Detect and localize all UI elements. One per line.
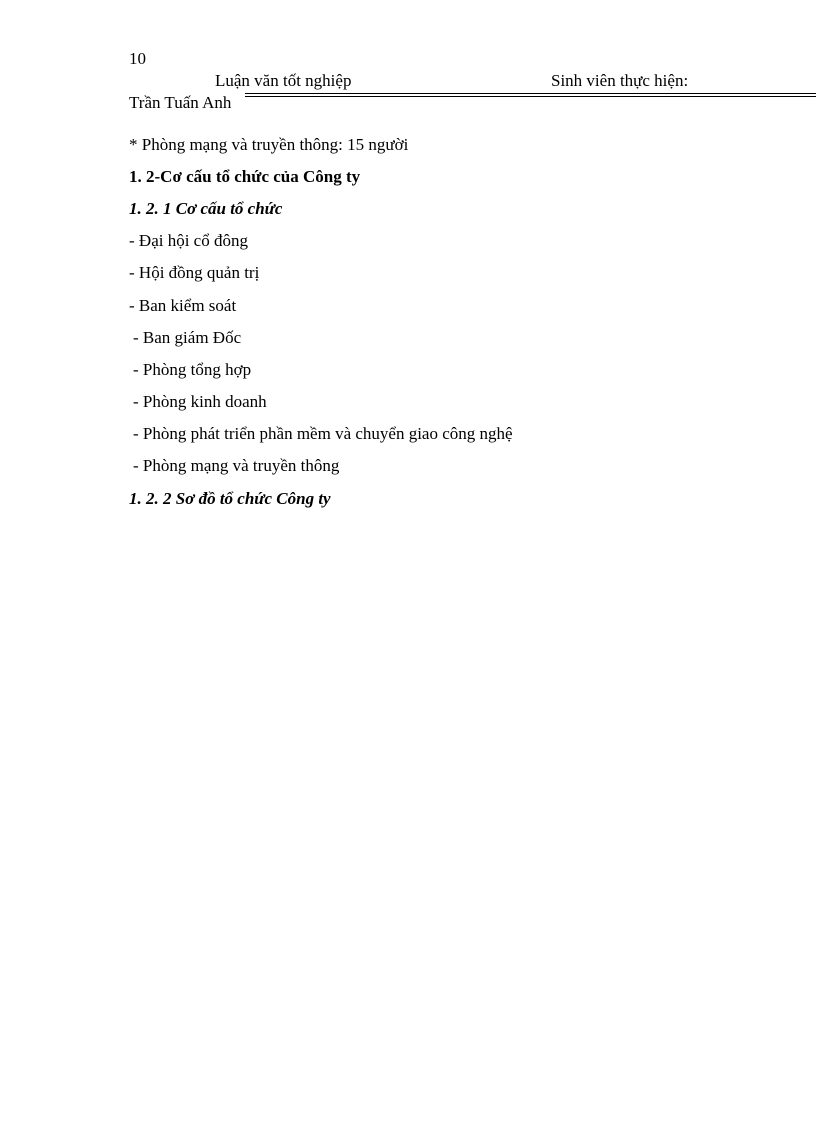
subsection-heading-chart: 1. 2. 2 Sơ đồ tổ chức Công ty (129, 489, 331, 508)
page-number: 10 (129, 49, 146, 68)
subsection-heading-structure: 1. 2. 1 Cơ cấu tổ chức (129, 199, 283, 218)
section-heading: 1. 2-Cơ cấu tổ chức của Công ty (129, 167, 361, 186)
list-item: - Phòng kinh doanh (133, 392, 267, 411)
author-name: Trần Tuấn Anh (129, 93, 232, 112)
student-label: Sinh viên thực hiện: (551, 71, 689, 90)
document-title: Luận văn tốt nghiệp (215, 71, 352, 90)
header-rule-bottom (245, 96, 816, 97)
list-item: - Ban kiểm soát (129, 296, 237, 315)
list-item: - Ban giám Đốc (133, 328, 242, 347)
list-item: - Phòng mạng và truyền thông (133, 456, 340, 475)
header-rule-top (245, 93, 816, 94)
list-item: - Hội đồng quản trị (129, 263, 260, 282)
list-item: - Phòng tổng hợp (133, 360, 252, 379)
list-item: - Phòng phát triển phần mềm và chuyển giao công nghệ (133, 424, 513, 443)
staff-count-line: * Phòng mạng và truyền thông: 15 người (129, 135, 409, 154)
list-item: - Đại hội cổ đông (129, 231, 248, 250)
